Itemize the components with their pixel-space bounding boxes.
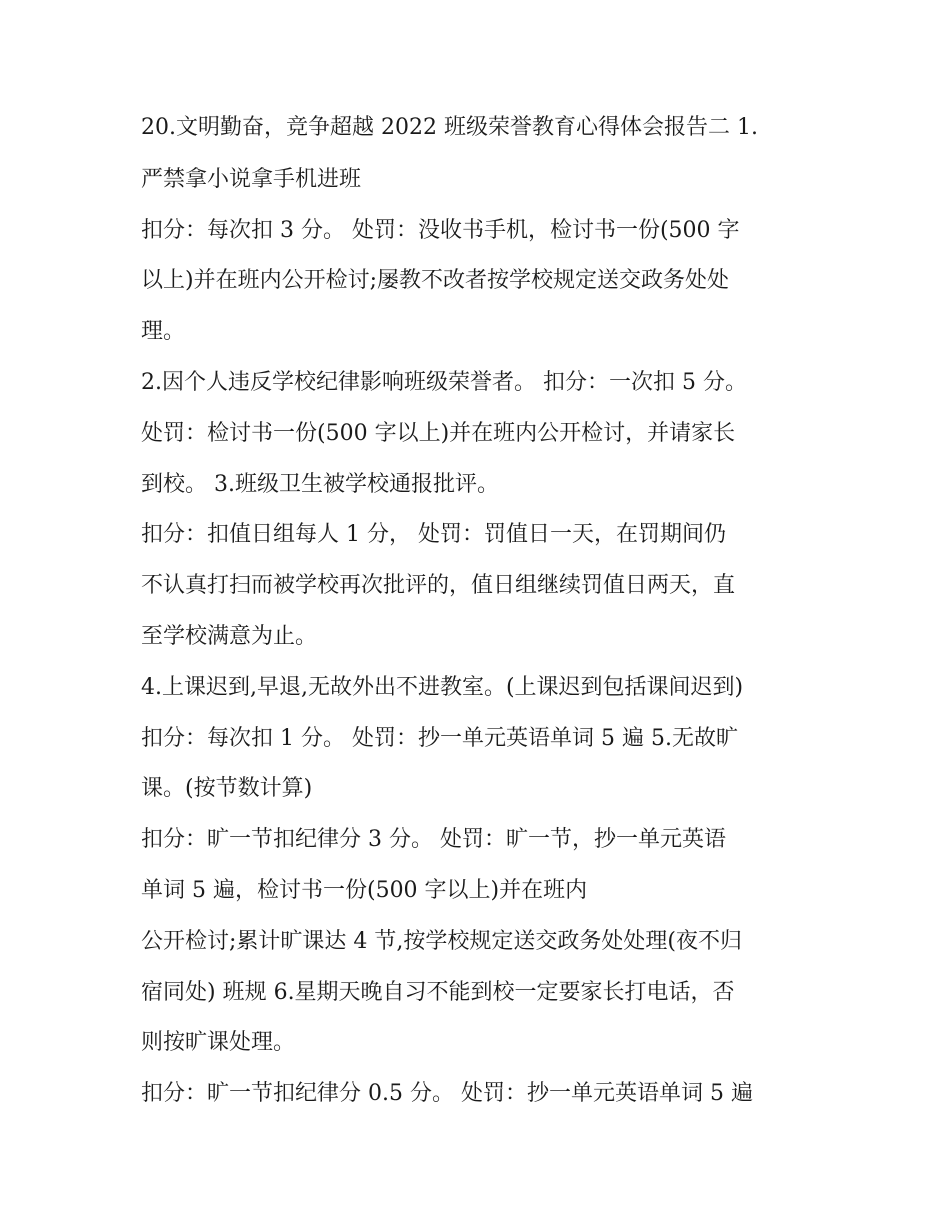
text-line: 严禁拿小说拿手机进班 <box>141 167 362 192</box>
text-line: 到校。 3.班级卫生被学校通报批评。 <box>141 472 499 497</box>
text-line: 理。 <box>141 319 186 344</box>
text-line: 2.因个人违反学校纪律影响班级荣誉者。 扣分：一次扣 5 分。 <box>141 370 747 395</box>
text-line: 不认真打扫而被学校再次批评的，值日组继续罚值日两天，直 <box>141 573 736 598</box>
text-line: 单词 5 遍，检讨书一份(500 字以上)并在班内 <box>141 878 588 903</box>
text-line: 处罚：检讨书一份(500 字以上)并在班内公开检讨，并请家长 <box>141 421 736 446</box>
text-line: 20.文明勤奋，竞争超越 2022 班级荣誉教育心得体会报告二 1. <box>141 115 758 140</box>
text-line: 扣分：旷一节扣纪律分 3 分。 处罚：旷一节，抄一单元英语 <box>141 827 726 852</box>
text-line: 以上)并在班内公开检讨;屡教不改者按学校规定送交政务处处 <box>141 268 729 293</box>
text-line: 宿同处) 班规 6.星期天晚自习不能到校一定要家长打电话，否 <box>141 980 735 1005</box>
text-line: 至学校满意为止。 <box>141 624 318 649</box>
text-line: 扣分：每次扣 3 分。 处罚：没收书手机，检讨书一份(500 字 <box>141 218 740 243</box>
text-line: 公开检讨;累计旷课达 4 节,按学校规定送交政务处处理(夜不归 <box>141 929 742 954</box>
text-line: 扣分：扣值日组每人 1 分， 处罚：罚值日一天，在罚期间仍 <box>141 522 726 547</box>
text-line: 则按旷课处理。 <box>141 1030 296 1055</box>
text-line: 课。(按节数计算) <box>141 776 313 801</box>
text-line: 4.上课迟到,早退,无故外出不进教室。(上课迟到包括课间迟到) <box>141 675 744 700</box>
text-line: 扣分：旷一节扣纪律分 0.5 分。 处罚：抄一单元英语单词 5 遍 <box>141 1081 753 1106</box>
text-line: 扣分：每次扣 1 分。 处罚：抄一单元英语单词 5 遍 5.无故旷 <box>141 726 738 751</box>
